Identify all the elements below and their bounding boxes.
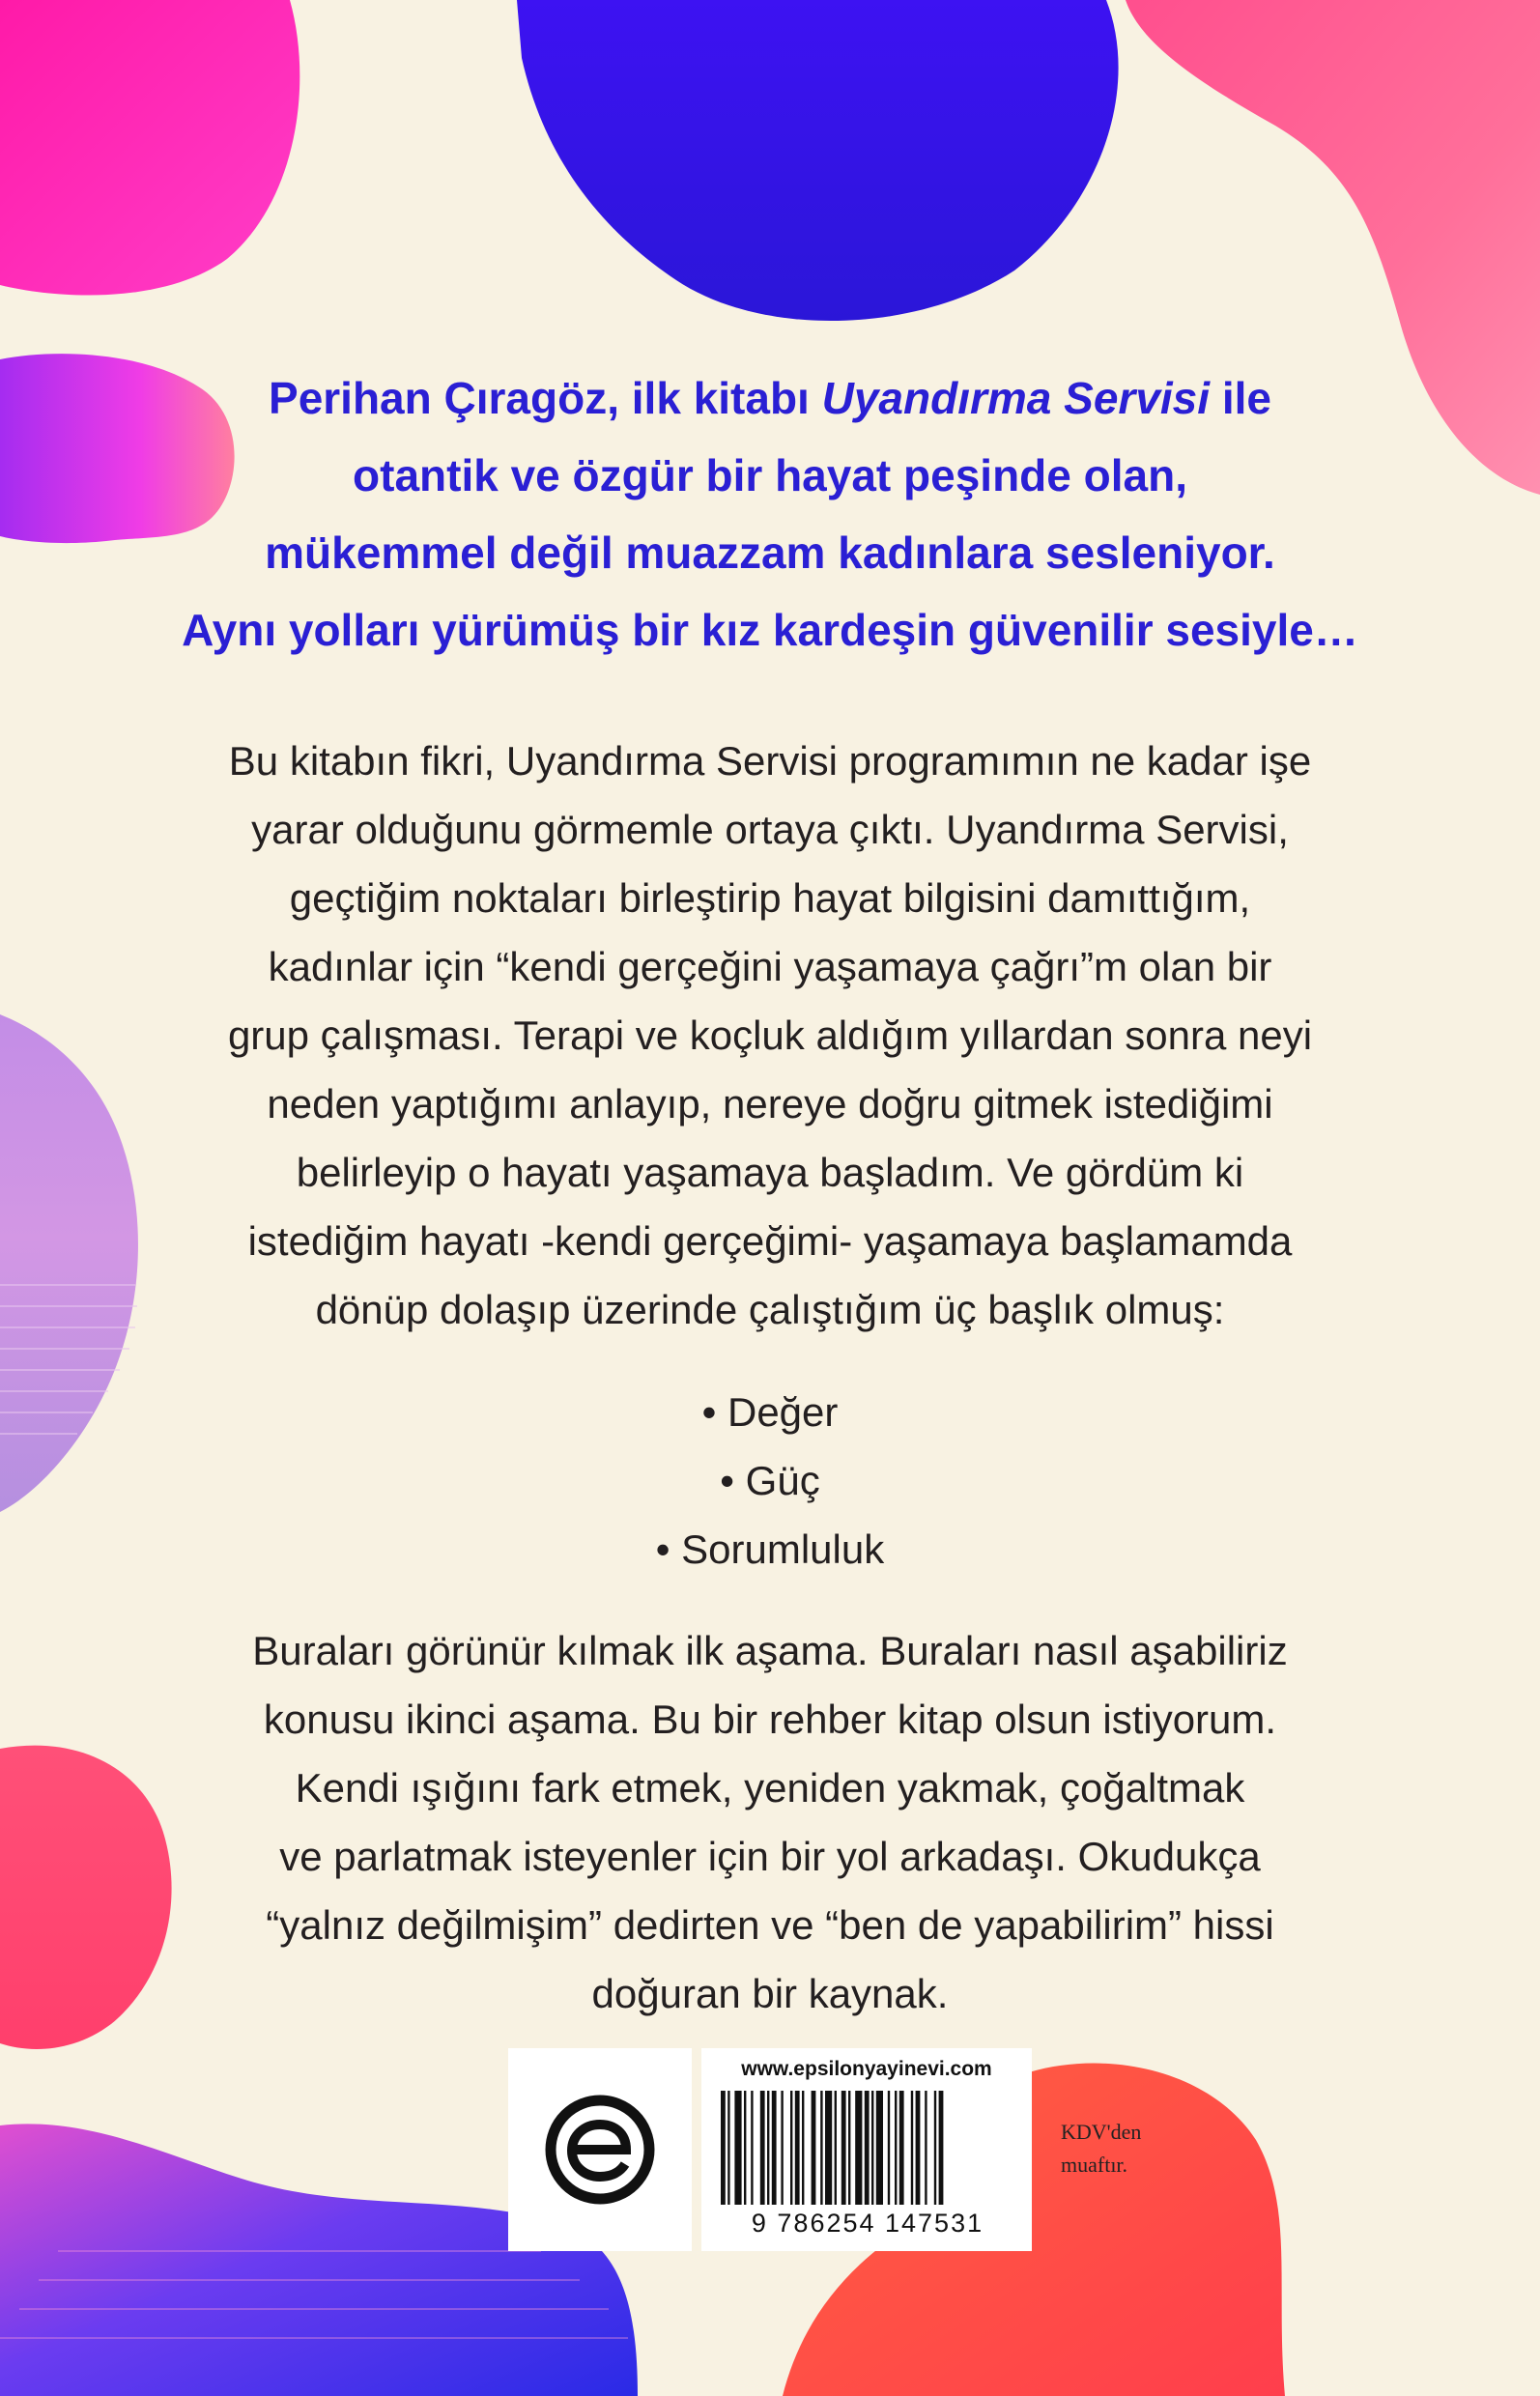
tax-exempt-note xyxy=(1061,2116,1141,2182)
text-line: Buraları görünür kılmak ilk aşama. Buraları nasıl aşabiliriz xyxy=(252,1628,1288,1673)
barcode-bar xyxy=(795,2091,800,2205)
barcode-bar xyxy=(825,2091,832,2205)
barcode-bar xyxy=(899,2091,904,2205)
list-item: • Güç xyxy=(0,1446,1540,1515)
barcode-bar xyxy=(895,2091,897,2205)
text-line: ve parlatmak isteyenler için bir yol arkadaşı. Okudukça xyxy=(279,1834,1261,1879)
barcode-bar xyxy=(812,2091,816,2205)
blurb-line: mükemmel değil muazzam kadınlara sesleniyor. xyxy=(265,528,1275,578)
barcode-bar xyxy=(790,2091,792,2205)
barcode-bar xyxy=(916,2091,921,2205)
barcode-bar xyxy=(734,2091,741,2205)
magenta-blob xyxy=(0,0,299,296)
text-line: geçtiğim noktaları birleştirip hayat bilgisini damıttığım, xyxy=(289,875,1251,921)
barcode-bar xyxy=(781,2091,783,2205)
text-line: yarar olduğunu görmemle ortaya çıktı. Uyandırma Servisi, xyxy=(251,807,1289,852)
barcode-bar xyxy=(848,2091,850,2205)
barcode-bar xyxy=(925,2091,927,2205)
barcode-bar xyxy=(876,2091,883,2205)
barcode-bar xyxy=(820,2091,822,2205)
blurb-line xyxy=(135,359,1405,437)
blurb-text: Perihan Çıragöz, ilk kitabı xyxy=(269,373,822,423)
barcode-bar xyxy=(934,2091,936,2205)
isbn-barcode xyxy=(717,2091,1018,2209)
text-line: neden yaptığımı anlayıp, nereye doğru gitmek istediğimi xyxy=(267,1081,1273,1127)
blurb-line: otantik ve özgür bir hayat peşinde olan, xyxy=(353,450,1187,500)
barcode-bar xyxy=(802,2091,804,2205)
list-item: • Sorumluluk xyxy=(0,1515,1540,1583)
barcode-bar xyxy=(772,2091,777,2205)
text-line: doğuran bir kaynak. xyxy=(591,1971,949,2016)
barcode-bar xyxy=(744,2091,746,2205)
barcode-bar xyxy=(939,2091,944,2205)
text-line: grup çalışması. Terapi ve koçluk aldığım yıllardan sonra neyi xyxy=(227,1013,1313,1058)
barcode-bar xyxy=(888,2091,890,2205)
text-line: kadınlar için “kendi gerçeğini yaşamaya çağrı”m olan bir xyxy=(268,944,1272,989)
tax-note-line: muaftır. xyxy=(1061,2153,1128,2177)
barcode-box xyxy=(701,2048,1032,2251)
text-line: “yalnız değilmişim” dedirten ve “ben de yapabilirim” hissi xyxy=(266,1902,1274,1948)
blurb-line: Aynı yolları yürümüş bir kız kardeşin güvenilir sesiyle… xyxy=(182,605,1358,655)
publisher-e-logo-icon xyxy=(541,2091,659,2209)
publisher-url: www.epsilonyayinevi.com xyxy=(741,2058,992,2080)
barcode-bar xyxy=(855,2091,862,2205)
blurb-text: ile xyxy=(1210,373,1271,423)
barcode-bar xyxy=(911,2091,913,2205)
topics-list xyxy=(0,1378,1540,1583)
isbn-number: 9 786254 147531 xyxy=(751,2209,984,2238)
barcode-bar xyxy=(767,2091,769,2205)
publisher-logo-box xyxy=(508,2048,692,2251)
back-cover-blurb xyxy=(135,359,1405,669)
barcode-bar xyxy=(721,2091,726,2205)
barcode-bar xyxy=(865,2091,870,2205)
tax-note-line: KDV'den xyxy=(1061,2120,1142,2144)
text-line: Bu kitabın fikri, Uyandırma Servisi programımın ne kadar işe xyxy=(228,738,1312,784)
barcode-bar xyxy=(727,2091,729,2205)
blue-blob xyxy=(517,0,1119,321)
description-paragraph-1 xyxy=(116,727,1424,1344)
description-paragraph-2 xyxy=(116,1616,1424,2028)
text-line: dönüp dolaşıp üzerinde çalıştığım üç başlık olmuş: xyxy=(315,1287,1225,1332)
barcode-bar xyxy=(835,2091,837,2205)
text-line: istediğim hayatı -kendi gerçeğimi- yaşamaya başlamamda xyxy=(247,1218,1293,1264)
text-line: Kendi ışığını fark etmek, yeniden yakmak, çoğaltmak xyxy=(295,1765,1245,1811)
list-item: • Değer xyxy=(0,1378,1540,1446)
barcode-bar xyxy=(871,2091,873,2205)
text-line: konusu ikinci aşama. Bu bir rehber kitap olsun istiyorum. xyxy=(263,1697,1277,1742)
barcode-bar xyxy=(751,2091,753,2205)
text-line: belirleyip o hayatı yaşamaya başladım. Ve gördüm ki xyxy=(296,1150,1244,1195)
barcode-bar xyxy=(760,2091,765,2205)
barcode-bar xyxy=(841,2091,846,2205)
book-title: Uyandırma Servisi xyxy=(821,373,1211,423)
